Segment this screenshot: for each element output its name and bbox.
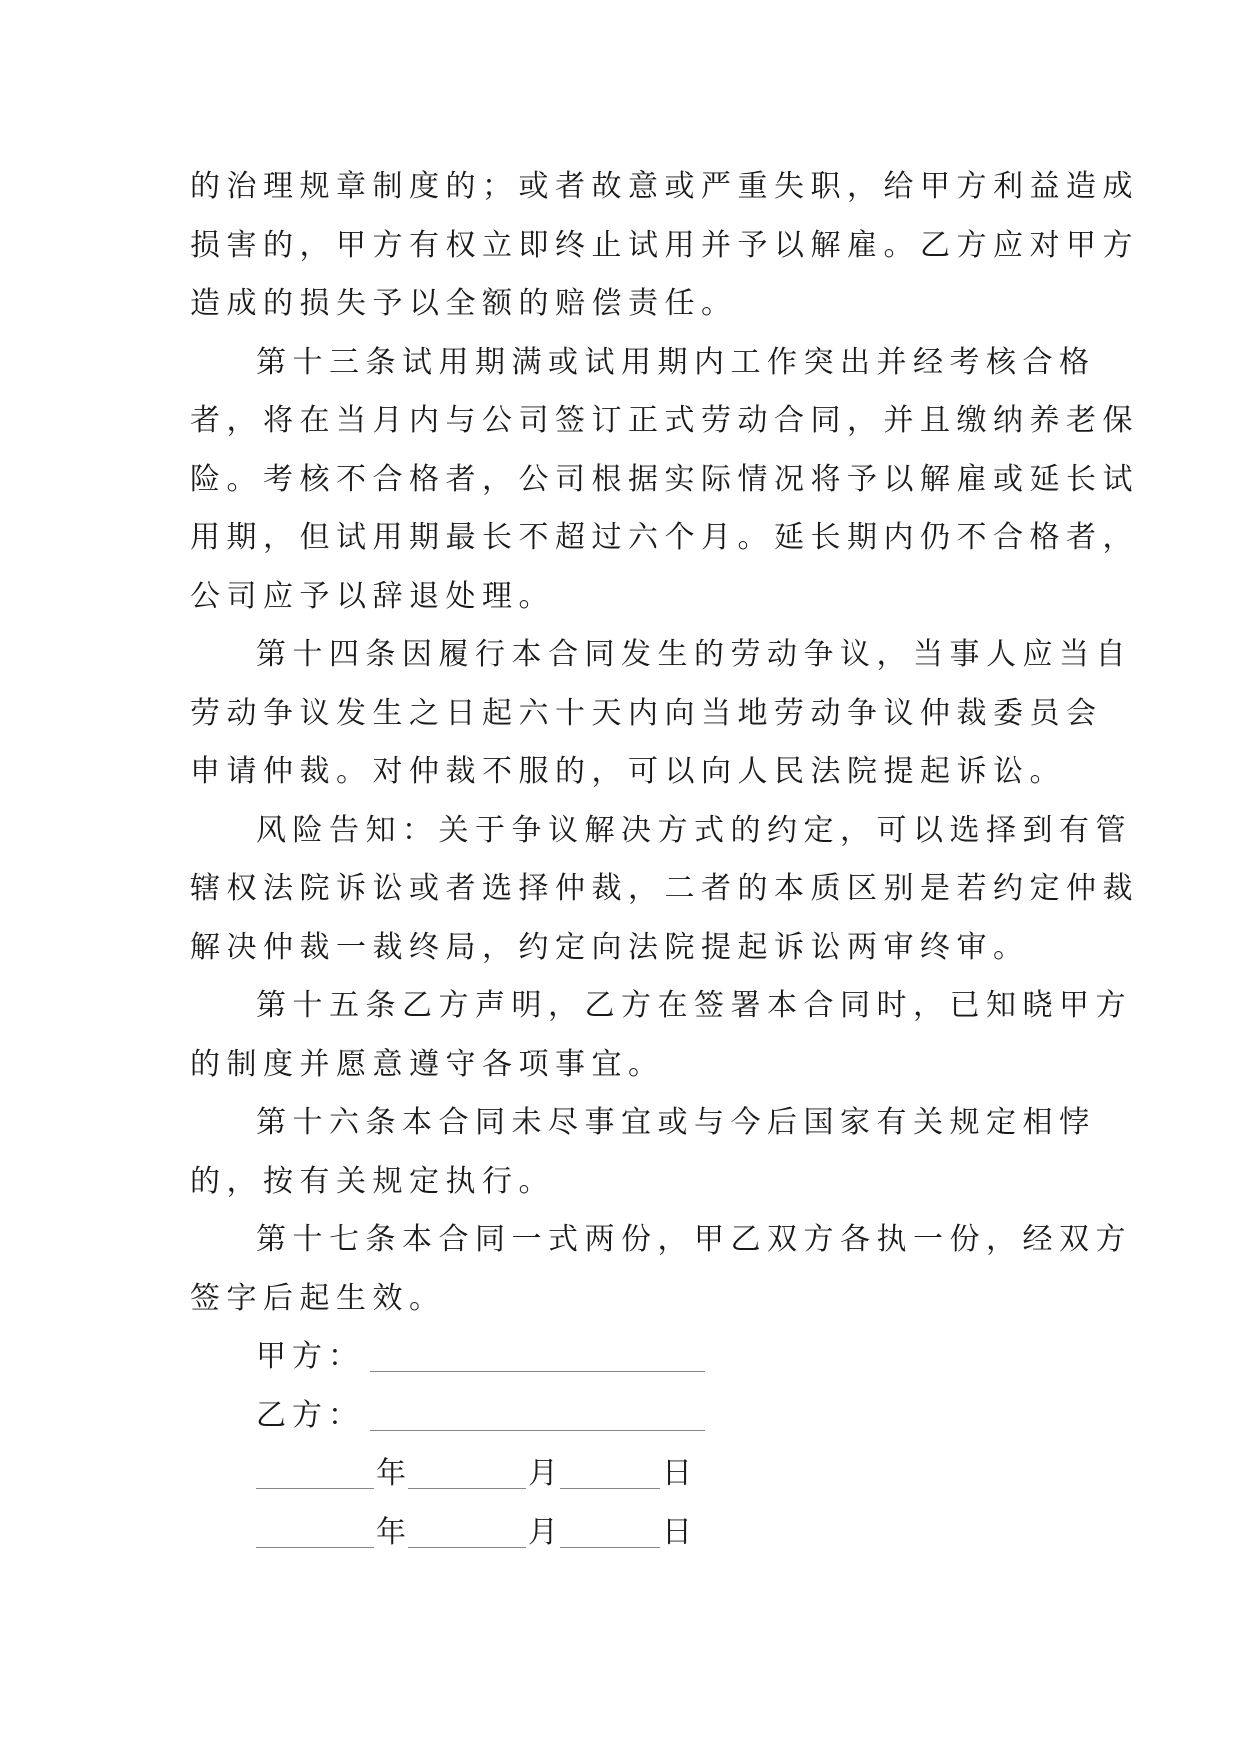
party-a-date-row <box>190 1445 1060 1504</box>
body-line: 签字后起生效。 <box>190 1280 446 1316</box>
article-14-line: 第十四条因履行本合同发生的劳动争议，当事人应当自 <box>256 637 1132 672</box>
year-label: 年 <box>376 1514 406 1550</box>
party-b-date-row <box>190 1504 1060 1563</box>
year-blank[interactable] <box>256 1515 374 1548</box>
day-blank[interactable] <box>560 1456 660 1489</box>
party-a-signature-blank[interactable] <box>370 1339 705 1372</box>
body-line: 的治理规章制度的；或者故意或严重失职，给甲方利益造成 <box>190 169 1139 204</box>
month-blank[interactable] <box>408 1456 526 1489</box>
body-line: 损害的，甲方有权立即终止试用并予以解雇。乙方应对甲方 <box>190 227 1139 263</box>
body-line: 的制度并愿意遵守各项事宜。 <box>190 1046 665 1082</box>
party-b-label: 乙方： <box>256 1397 364 1433</box>
article-15-line: 第十五条乙方声明，乙方在签署本合同时，已知晓甲方 <box>256 988 1132 1023</box>
year-blank[interactable] <box>256 1456 374 1489</box>
article-16-line: 第十六条本合同未尽事宜或与今后国家有关规定相悖 <box>256 1105 1096 1140</box>
body-line: 公司应予以辞退处理。 <box>190 578 555 614</box>
year-label: 年 <box>376 1456 406 1491</box>
risk-notice-line: 风险告知：关于争议解决方式的约定，可以选择到有管 <box>256 812 1132 848</box>
body-line: 解决仲裁一裁终局，约定向法院提起诉讼两审终审。 <box>190 929 1030 965</box>
month-blank[interactable] <box>408 1515 526 1548</box>
body-line: 者，将在当月内与公司签订正式劳动合同，并且缴纳养老保 <box>190 403 1139 438</box>
party-a-label: 甲方： <box>256 1339 364 1374</box>
body-line: 造成的损失予以全额的赔偿责任。 <box>190 286 738 321</box>
body-line: 辖权法院诉讼或者选择仲裁，二者的本质区别是若约定仲裁 <box>190 871 1139 906</box>
body-line: 申请仲裁。对仲裁不服的，可以向人民法院提起诉讼。 <box>190 754 1066 789</box>
contract-body <box>190 158 1139 1562</box>
party-b-signature-row <box>190 1387 1060 1446</box>
party-a-signature-row <box>190 1328 1060 1387</box>
article-13-line: 第十三条试用期满或试用期内工作突出并经考核合格 <box>256 344 1096 380</box>
day-blank[interactable] <box>560 1515 660 1548</box>
body-line: 险。考核不合格者，公司根据实际情况将予以解雇或延长试 <box>190 461 1139 497</box>
body-line: 的，按有关规定执行。 <box>190 1163 555 1199</box>
day-label: 日 <box>662 1456 692 1491</box>
month-label: 月 <box>528 1514 558 1550</box>
party-b-signature-blank[interactable] <box>370 1398 705 1431</box>
body-line: 劳动争议发生之日起六十天内向当地劳动争议仲裁委员会 <box>190 695 1103 731</box>
body-line: 用期，但试用期最长不超过六个月。延长期内仍不合格者， <box>190 520 1139 555</box>
day-label: 日 <box>662 1514 692 1550</box>
month-label: 月 <box>528 1456 558 1491</box>
article-17-line: 第十七条本合同一式两份，甲乙双方各执一份，经双方 <box>256 1222 1132 1257</box>
